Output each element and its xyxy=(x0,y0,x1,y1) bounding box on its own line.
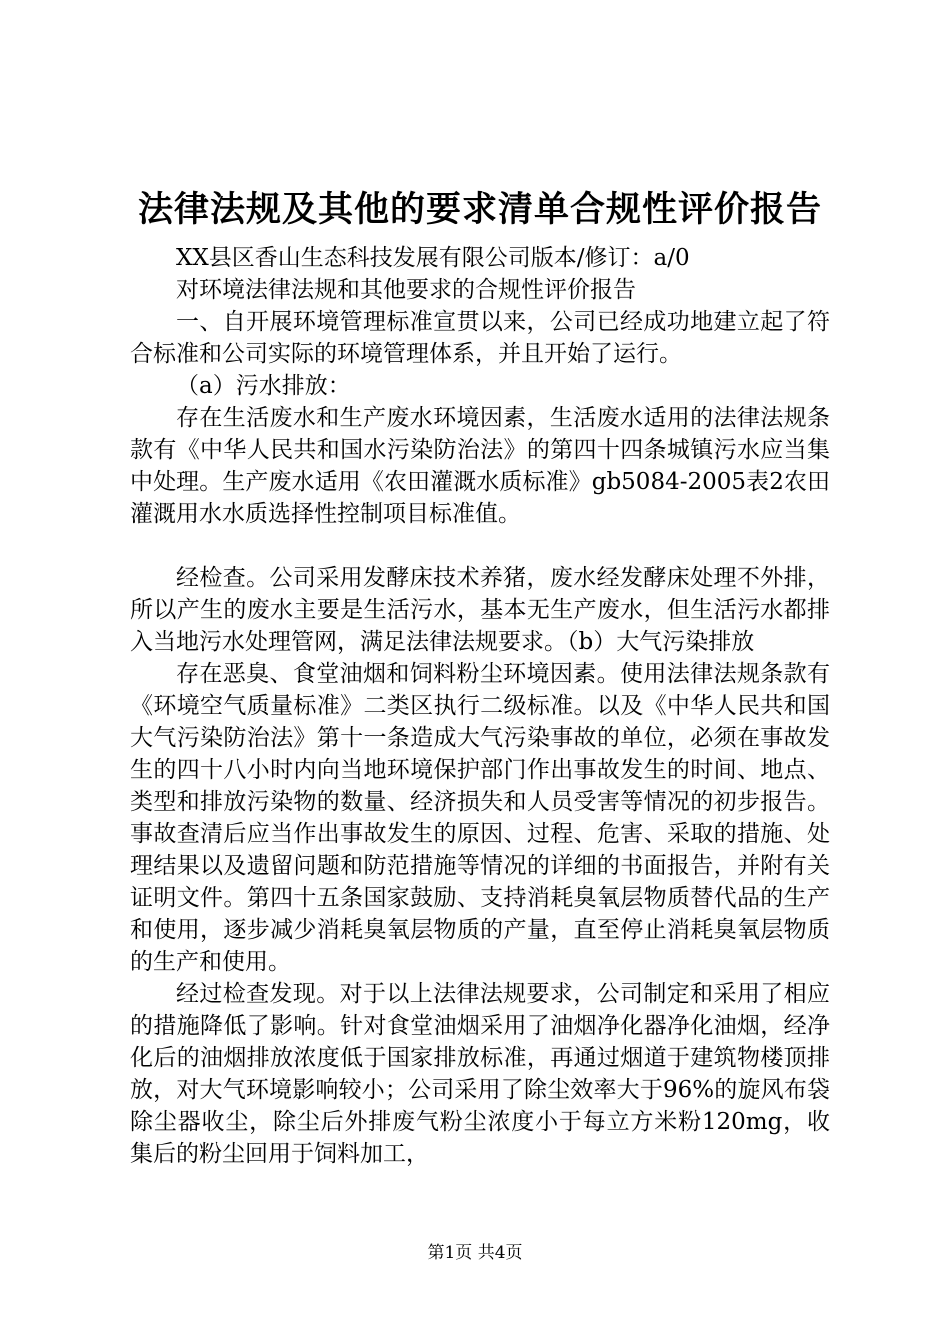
paragraph-wastewater-inspection: 经检查。公司采用发酵床技术养猪，废水经发酵床处理不外排，所以产生的废水主要是生活污水，基本无生产废水，但生活污水都排入当地污水处理管网，满足法律法规要求。（b）大气污染排放 xyxy=(130,565,830,655)
page-footer: 第1页 共4页 xyxy=(427,1243,523,1263)
document-page xyxy=(130,0,830,1344)
paragraph-air-regulations: 存在恶臭、食堂油烟和饲料粉尘环境因素。使用法律法规条款有《环境空气质量标准》二类区执行二级标准。以及《中华人民共和国大气污染防治法》第十一条造成大气污染事故的单位，必须在事故发生的四十八小时内向当地环境保护部门作出事故发生的时间、地点、类型和排放污染物的数量、经济损失和人员受害等情况的初步报告。事故查清后应当作出事故发生的原因、过程、危害、采取的措施、处理结果以及遗留问题和防范措施等情况的详细的书面报告，并附有关证明文件。第四十五条国家鼓励、支持消耗臭氧层物质替代品的生产和使用，逐步减少消耗臭氧层物质的产量，直至停止消耗臭氧层物质的生产和使用。 xyxy=(130,661,830,975)
paragraph-wastewater-regulations: 存在生活废水和生产废水环境因素，生活废水适用的法律法规条款有《中华人民共和国水污染防治法》的第四十四条城镇污水应当集中处理。生产废水适用《农田灌溉水质标准》gb5084-2005表2农田灌溉用水水质选择性控制项目标准值。 xyxy=(130,405,830,527)
document-body xyxy=(130,242,830,1170)
document-title: 法律法规及其他的要求清单合规性评价报告 xyxy=(137,189,822,230)
paragraph-report-subtitle: 对环境法律法规和其他要求的合规性评价报告 xyxy=(176,277,636,303)
paragraph-air-inspection: 经过检查发现。对于以上法律法规要求，公司制定和采用了相应的措施降低了影响。针对食堂油烟采用了油烟净化器净化油烟，经净化后的油烟排放浓度低于国家排放标准，再通过烟道于建筑物楼顶排放，对大气环境影响较小；公司采用了除尘效率大于96%的旋风布袋除尘器收尘，除尘后外排废气粉尘浓度小于每立方米粉120mg，收集后的粉尘回用于饲料加工， xyxy=(130,981,830,1167)
paragraph-company-version: XX县区香山生态科技发展有限公司版本/修订：a/0 xyxy=(176,245,690,271)
paragraph-heading-wastewater: （a）污水排放： xyxy=(176,373,351,399)
paragraph-intro: 一、自开展环境管理标准宣贯以来，公司已经成功地建立起了符合标准和公司实际的环境管理体系，并且开始了运行。 xyxy=(130,309,830,367)
paragraph-blank xyxy=(130,530,830,562)
